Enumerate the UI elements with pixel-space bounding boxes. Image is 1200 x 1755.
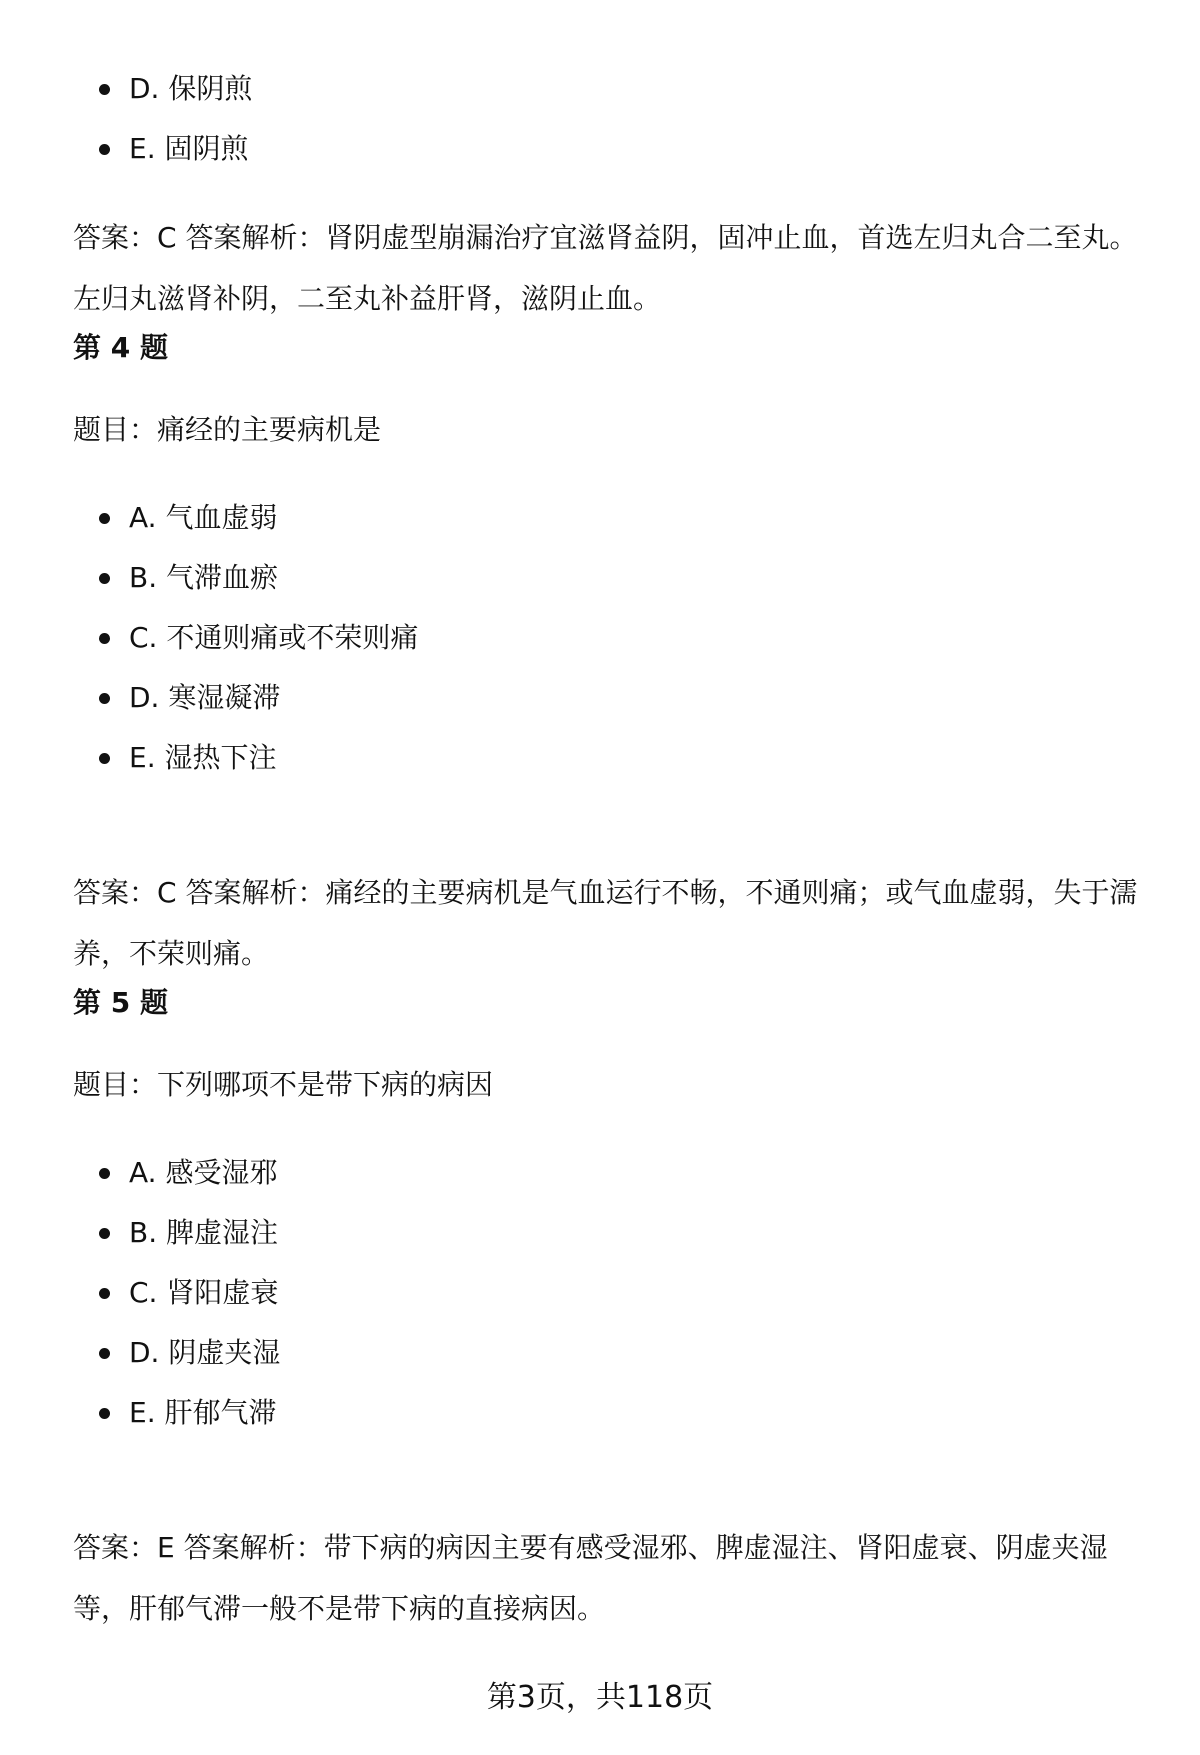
prev-answer: 答案：C 答案解析：肾阴虚型崩漏治疗宜滋肾益阴，固冲止血，首选左归丸合二至丸。左归丸滋肾补阴，二至丸补益肝肾，滋阴止血。 [73,221,1138,315]
bullet-icon [99,693,110,704]
q4-stem: 题目：痛经的主要病机是 [73,413,382,446]
option-item: A. 感受湿邪 [73,1143,1148,1203]
bullet-icon [99,633,110,644]
bullet-icon [99,1288,110,1299]
bullet-icon [99,573,110,584]
option-item: D. 寒湿凝滞 [73,668,1148,728]
page-footer: 第3页，共118页 [486,1680,714,1715]
option-item: E. 肝郁气滞 [73,1383,1148,1443]
document-page [73,0,1148,1755]
q5-answer: 答案：E 答案解析：带下病的病因主要有感受湿邪、脾虚湿注、肾阳虚衰、阴虚夹湿等，肝郁气滞一般不是带下病的直接病因。 [73,1531,1108,1625]
option-item: D. 保阴煎 [73,59,1148,119]
q4-title: 第 4 题 [73,331,168,364]
option-item: C. 不通则痛或不荣则痛 [73,608,1148,668]
option-item: B. 气滞血瘀 [73,548,1148,608]
bullet-icon [99,753,110,764]
bullet-icon [99,1348,110,1359]
bullet-icon [99,144,110,155]
q4-options-list [73,488,1148,788]
bullet-icon [99,1168,110,1179]
q4-answer: 答案：C 答案解析：痛经的主要病机是气血运行不畅，不通则痛；或气血虚弱，失于濡养，不荣则痛。 [73,876,1138,970]
option-item: B. 脾虚湿注 [73,1203,1148,1263]
q5-stem: 题目：下列哪项不是带下病的病因 [73,1068,494,1101]
bullet-icon [99,1408,110,1419]
option-item: D. 阴虚夹湿 [73,1323,1148,1383]
bullet-icon [99,513,110,524]
prev-options-list [73,59,1148,179]
option-item: C. 肾阳虚衰 [73,1263,1148,1323]
option-item: E. 固阴煎 [73,119,1148,179]
q5-options-list [73,1143,1148,1443]
option-item: A. 气血虚弱 [73,488,1148,548]
bullet-icon [99,1228,110,1239]
option-item: E. 湿热下注 [73,728,1148,788]
bullet-icon [99,84,110,95]
q5-title: 第 5 题 [73,986,168,1019]
